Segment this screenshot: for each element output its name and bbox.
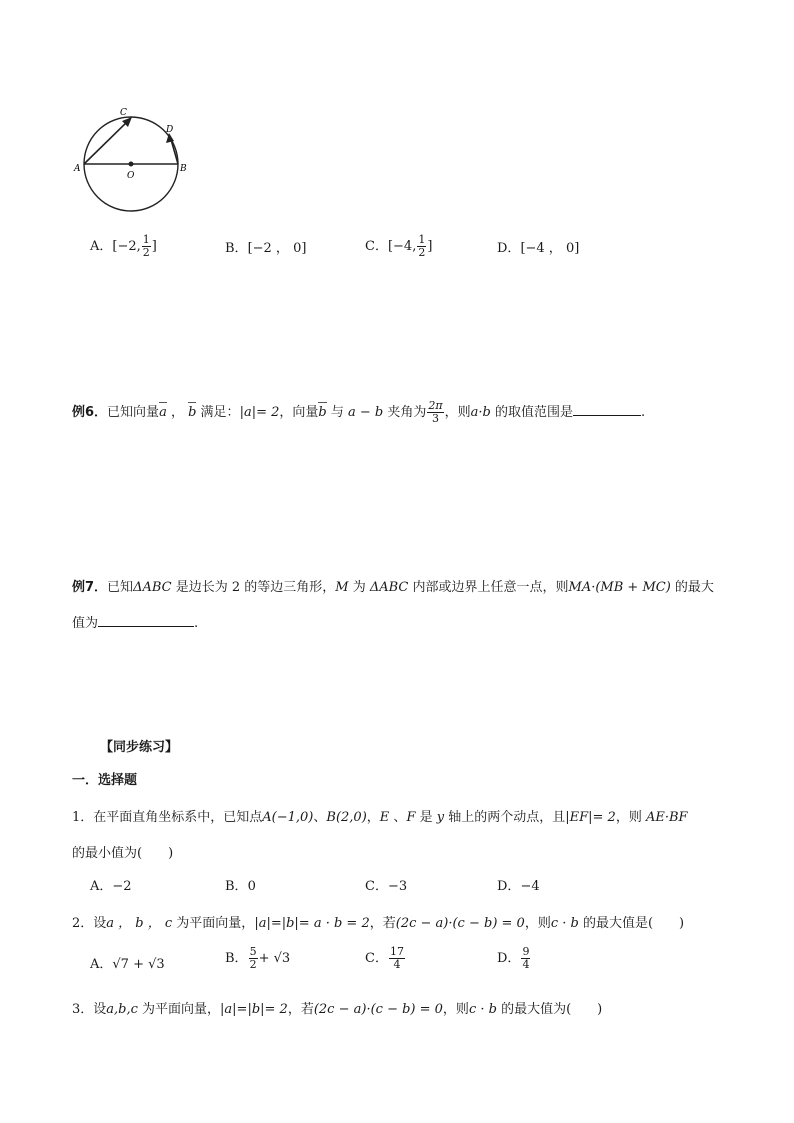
question-2: 2．设a ， b ， c 为平面向量，|a|=|b|= a · b = 2，若(2c − a)·(c − b) = 0，则c · b 的最大值是( ) xyxy=(72,916,685,931)
q1-option-d[interactable]: D．−4 xyxy=(497,879,540,894)
example-7-label: 例7． xyxy=(72,580,108,595)
vector-ac xyxy=(84,119,130,164)
q1-option-c[interactable]: C．−3 xyxy=(365,879,408,894)
question-3: 3．设a,b,c 为平面向量，|a|=|b|= 2，若(2c − a)·(c − b) = 0，则c · b 的最大值为( ) xyxy=(72,1002,603,1017)
q2-option-c[interactable]: C． $\frac{17}{4}$ xyxy=(365,945,404,971)
prev-option-b: B．[−2 ， 0] xyxy=(225,241,307,256)
question-1-line2: 的最小值为( ) xyxy=(72,846,174,861)
example-7-line2: 值为 . xyxy=(72,616,199,631)
label-o: O xyxy=(127,171,135,181)
q2-option-b[interactable]: B． $\frac{5}{2}$ + √3 xyxy=(225,945,291,971)
center-point-o xyxy=(129,162,134,167)
circle-figure xyxy=(70,100,200,220)
prev-option-a: A．[−2, $\frac{1}{2}$ ] xyxy=(90,233,157,259)
example-6: 例6．已知向量a ， b 满足：|a|= 2，向量b 与 a − b 夹角为 $\frac{2\pi}{3}$ ，则a·b 的取值范围是 . xyxy=(72,399,646,425)
q1-option-a[interactable]: A．−2 xyxy=(90,879,132,894)
prev-option-d: D．[−4 ， 0] xyxy=(497,241,580,256)
q2-option-a[interactable]: A．√7 + √3 xyxy=(90,957,165,972)
q1-option-b[interactable]: B．0 xyxy=(225,879,256,894)
example-6-label: 例6． xyxy=(72,405,108,420)
q2-option-d[interactable]: D． $\frac{9}{4}$ xyxy=(497,945,530,971)
example-7: 例7．已知ΔABC 是边长为 2 的等边三角形，M 为 ΔABC 内部或边界上任意一点，则MA·(MB + MC) 的最大 xyxy=(72,580,714,595)
label-d: D xyxy=(166,125,174,135)
prev-option-c: C．[−4, $\frac{1}{2}$ ] xyxy=(365,233,433,259)
section-heading: 一．选择题 xyxy=(72,773,138,788)
answer-blank[interactable] xyxy=(573,403,641,416)
sync-practice-title: 【同步练习】 xyxy=(100,740,179,755)
label-c: C xyxy=(120,108,127,118)
label-a: A xyxy=(74,164,81,174)
question-1: 1．在平面直角坐标系中，已知点A(−1,0)、B(2,0)，E 、F 是 y 轴上的两个动点，且|EF|= 2，则 AE·BF xyxy=(72,810,688,825)
answer-blank[interactable] xyxy=(98,614,194,627)
label-b: B xyxy=(180,164,187,174)
